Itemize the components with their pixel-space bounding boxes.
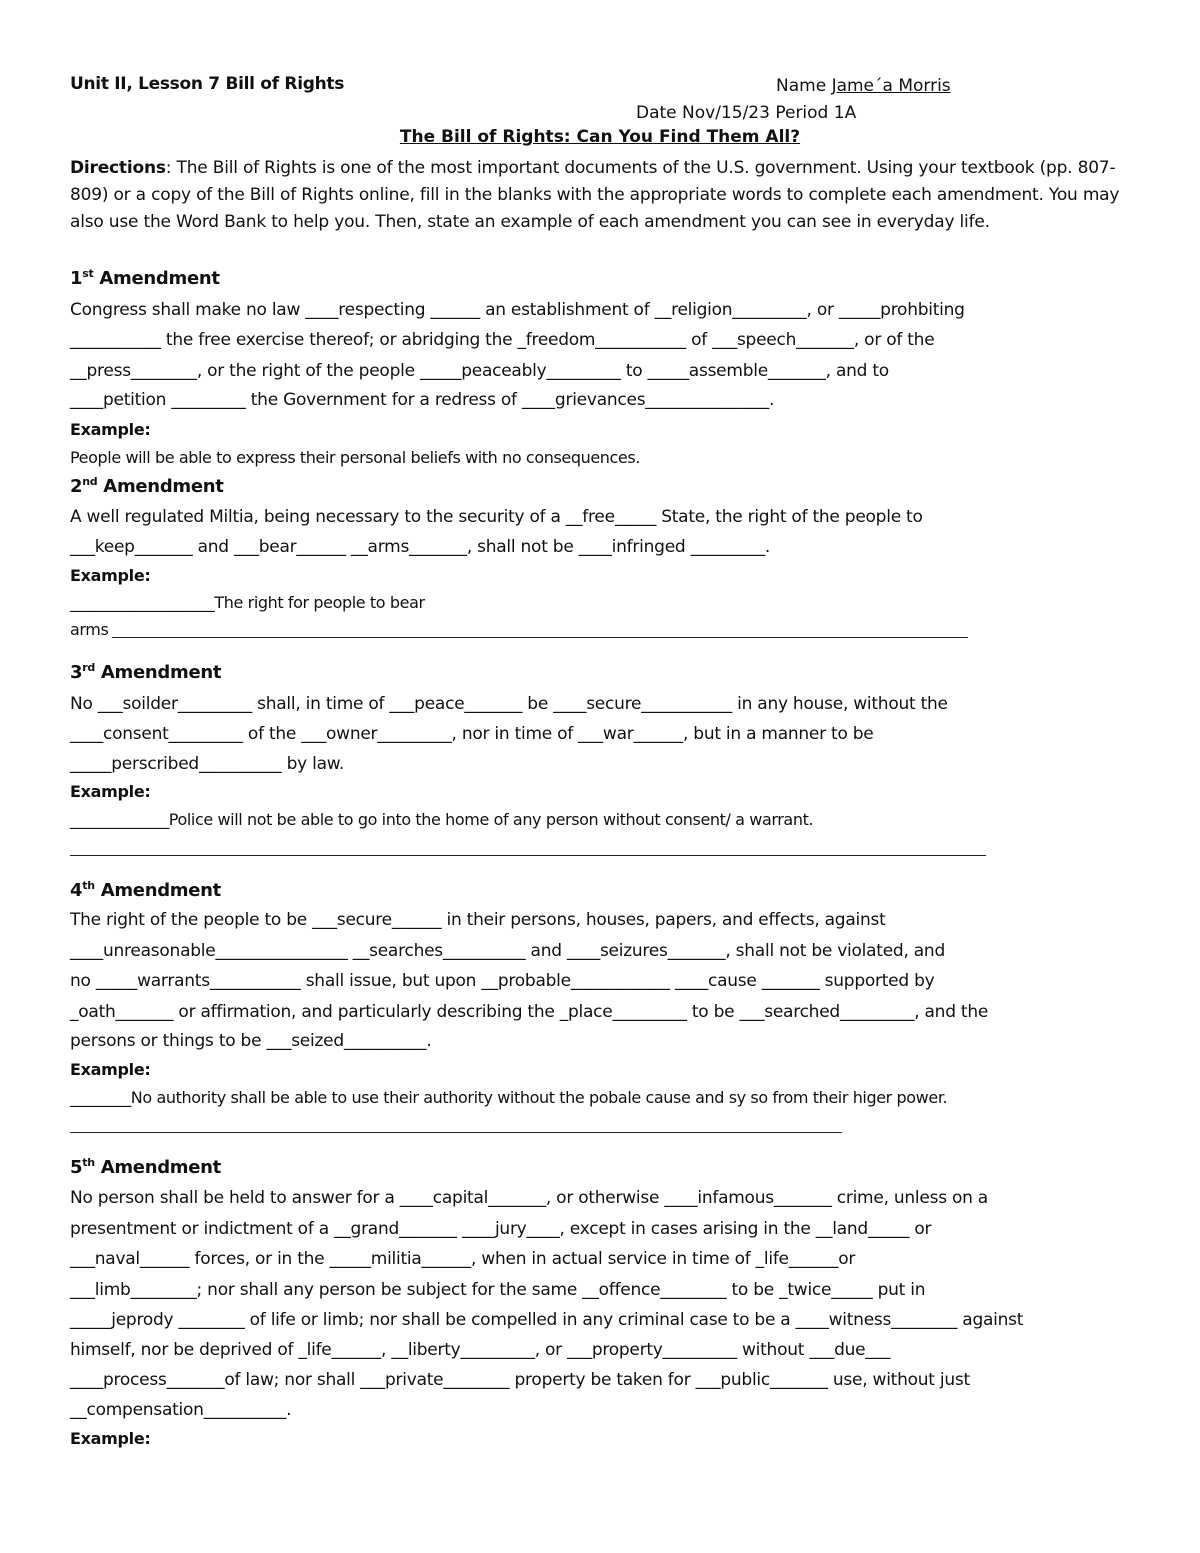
amendment-4-example-text: ________No authority shall be able to use their authority without the pobale cause and sy so from their higer power.	[70, 1088, 948, 1107]
amendment-3-example-label: Example:	[70, 782, 151, 801]
date-period-line: Date Nov/15/23 Period 1A	[636, 103, 857, 123]
student-name: Jame´a Morris	[831, 76, 951, 96]
amendment-5-line: No person shall be held to answer for a ____capital_______, or otherwise ____infamous_______ crime, unless on a	[70, 1188, 988, 1208]
amendment-1-line: ___________ the free exercise thereof; or abridging the _freedom___________ of ___speech_______, or of the	[70, 330, 935, 350]
amendment-2-line: ___keep_______ and ___bear______ __arms_______, shall not be ____infringed _________.	[70, 537, 770, 557]
amendment-4-example-label: Example:	[70, 1060, 151, 1079]
directions-label: Directions	[70, 158, 166, 178]
example-answer-line	[70, 855, 986, 856]
amendment-1-line: __press________, or the right of the people _____peaceably_________ to _____assemble_______, and to	[70, 361, 889, 381]
amendment-4-line: persons or things to be ___seized__________.	[70, 1031, 432, 1051]
directions-paragraph	[70, 155, 1135, 236]
amendment-4-line: _oath_______ or affirmation, and particularly describing the _place_________ to be ___searched_________, and the	[70, 1002, 989, 1022]
amendment-5-line: ___limb________; nor shall any person be subject for the same __offence________ to be _twice_____ put in	[70, 1280, 926, 1300]
amendment-5-line: _____jeprody ________ of life or limb; nor shall be compelled in any criminal case to be a ____witness________ against	[70, 1310, 1024, 1330]
amendment-3-line: ____consent_________ of the ___owner_________, nor in time of ___war______, but in a manner to be	[70, 724, 874, 744]
amendment-2-line: A well regulated Miltia, being necessary to the security of a __free_____ State, the right of the people to	[70, 507, 923, 527]
amendment-5-line: __compensation__________.	[70, 1400, 292, 1420]
unit-title: Unit II, Lesson 7 Bill of Rights	[70, 74, 345, 94]
example-answer-line	[112, 637, 968, 638]
amendment-5-example-label: Example:	[70, 1429, 151, 1448]
worksheet-title: The Bill of Rights: Can You Find Them All?	[399, 127, 801, 147]
amendment-4-line: The right of the people to be ___secure______ in their persons, houses, papers, and effects, against	[70, 910, 886, 930]
amendment-4-heading: 4th Amendment	[70, 879, 221, 901]
amendment-3-example-text: _____________Police will not be able to go into the home of any person without consent/ a warrant.	[70, 810, 814, 829]
amendment-2-heading: 2nd Amendment	[70, 475, 224, 497]
example-answer-line	[70, 1132, 842, 1133]
amendment-5-line: himself, nor be deprived of _life______, __liberty_________, or ___property_________ without ___due___	[70, 1340, 891, 1360]
directions-text: : The Bill of Rights is one of the most important documents of the U.S. government. Using your textbook (pp. 807-809) or a copy of the Bill of Rights online, fill in the blanks with the appropriate words to complete each amendment. You may also use the Word Bank to help you. Then, state an example of each amendment you can see in everyday life.	[70, 158, 1120, 232]
amendment-5-heading: 5th Amendment	[70, 1156, 221, 1178]
amendment-1-example-text: People will be able to express their personal beliefs with no consequences.	[70, 448, 640, 467]
amendment-1-heading: 1st Amendment	[70, 267, 220, 289]
amendment-5-line: ___naval______ forces, or in the _____militia______, when in actual service in time of _life______or	[70, 1249, 856, 1269]
amendment-1-example-label: Example:	[70, 420, 151, 439]
amendment-5-line: presentment or indictment of a __grand_______ ____jury____, except in cases arising in the __land_____ or	[70, 1219, 932, 1239]
amendment-2-example-label: Example:	[70, 566, 151, 585]
amendment-3-line: No ___soilder_________ shall, in time of ___peace_______ be ____secure___________ in any house, without the	[70, 694, 948, 714]
amendment-3-heading: 3rd Amendment	[70, 661, 222, 683]
amendment-4-line: ____unreasonable________________ __searches__________ and ____seizures_______, shall not be violated, and	[70, 941, 945, 961]
amendment-2-example-text: arms	[70, 620, 109, 639]
amendment-3-line: _____perscribed__________ by law.	[70, 754, 344, 774]
amendment-5-line: ____process_______of law; nor shall ___private________ property be taken for ___public_______ use, without just	[70, 1370, 970, 1390]
name-line	[776, 76, 951, 96]
amendment-4-line: no _____warrants___________ shall issue, but upon __probable____________ ____cause _______ supported by	[70, 971, 935, 991]
name-label: Name	[776, 76, 827, 96]
amendment-1-line: Congress shall make no law ____respecting ______ an establishment of __religion_________, or _____prohbiting	[70, 300, 965, 320]
amendment-2-example-text: ___________________The right for people to bear	[70, 593, 425, 612]
amendment-1-line: ____petition _________ the Government for a redress of ____grievances_______________.	[70, 390, 775, 410]
